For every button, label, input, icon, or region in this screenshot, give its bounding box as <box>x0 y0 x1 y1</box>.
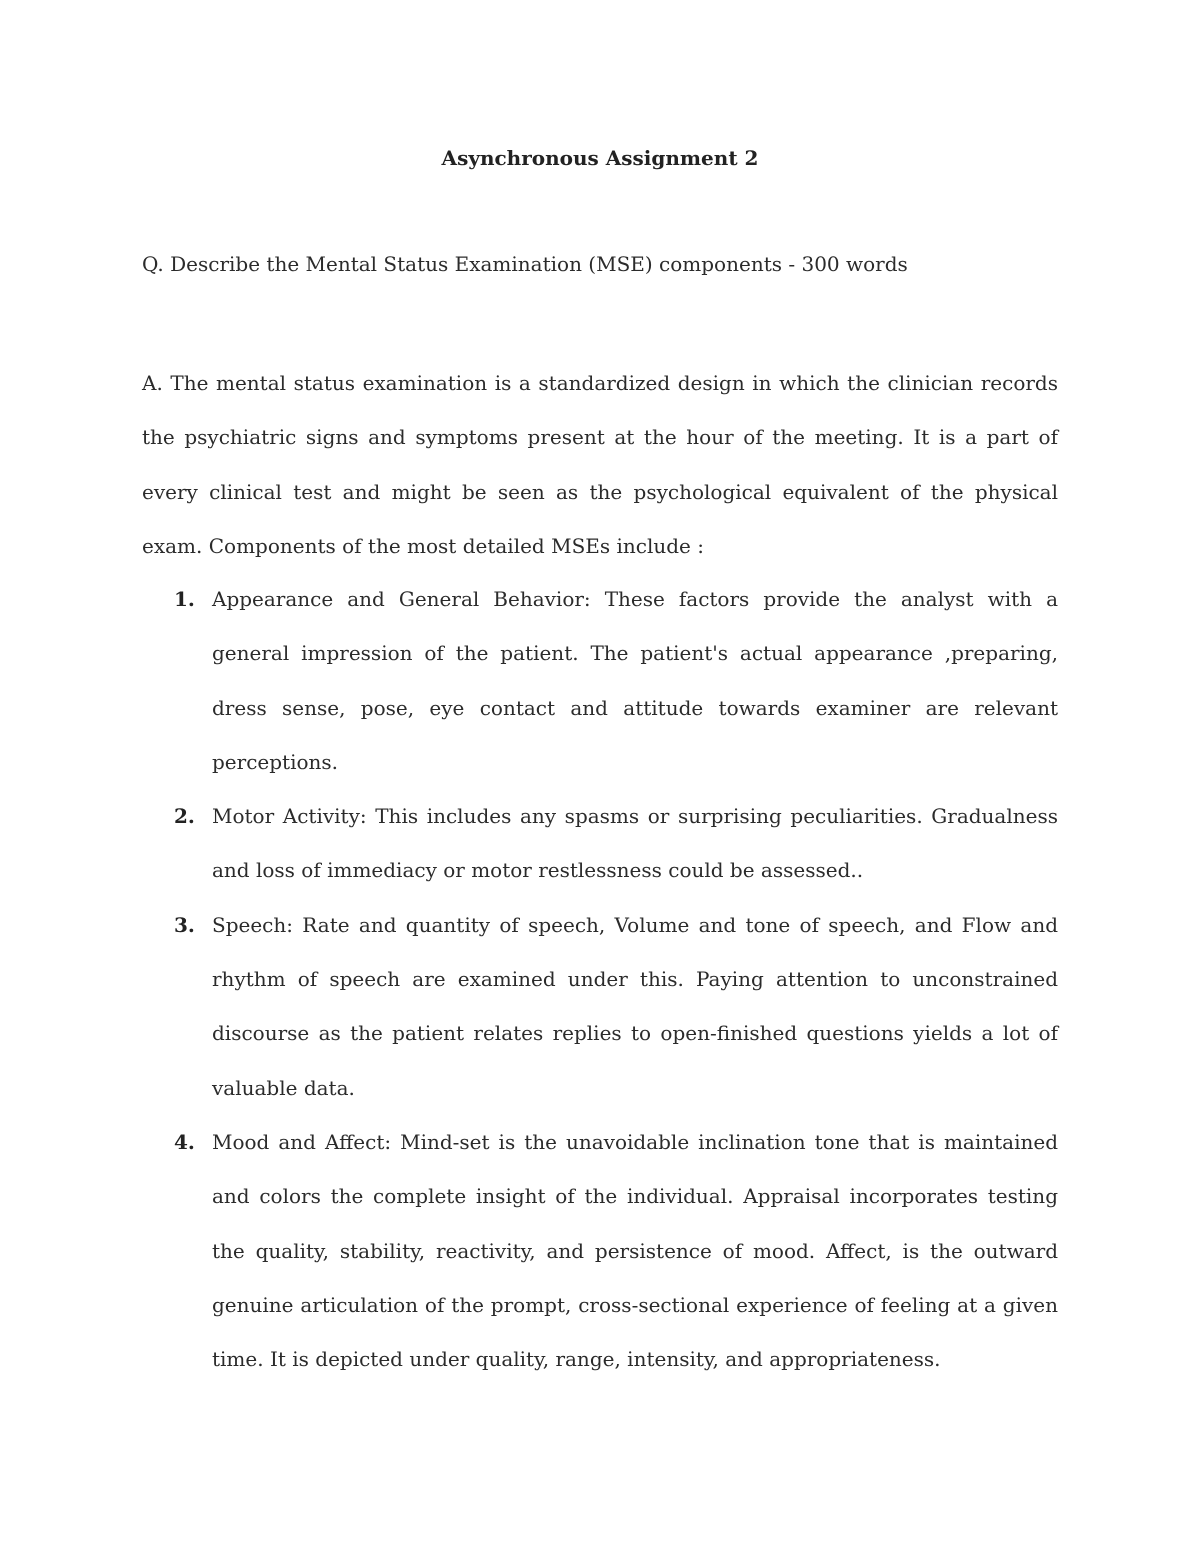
list-item-number: 1. <box>174 587 195 611</box>
question-text: Q. Describe the Mental Status Examination (MSE) components - 300 words <box>142 252 908 276</box>
answer-intro: A. The mental status examination is a standardized design in which the clinician records the psychiatric signs and symptoms present at the hour of the meeting. It is a part of every clinical test and might be seen as the psychological equivalent of the physical exam. Components of the most detailed MSEs include : <box>142 371 1058 558</box>
mse-components-list <box>142 572 1058 1386</box>
list-item-text: Speech: Rate and quantity of speech, Volume and tone of speech, and Flow and rhythm of speech are examined under this. Paying attention to unconstrained discourse as the patient relates replies to open-finished questions yields a lot of valuable data. <box>212 912 1058 1100</box>
list-item-number: 3. <box>174 912 195 937</box>
list-item <box>142 1115 1058 1386</box>
list-item-text: Motor Activity: This includes any spasms or surprising peculiarities. Gradualness and loss of immediacy or motor restlessness could be assessed.. <box>212 804 1058 883</box>
list-item <box>142 898 1058 1115</box>
list-item-number: 4. <box>174 1129 195 1154</box>
list-item-text: Mood and Affect: Mind-set is the unavoidable inclination tone that is maintained and colors the complete insight of the individual. Appraisal incorporates testing the quality, stability, reactivity, and persistence of mood. Affect, is the outward genuine articulation of the prompt, cross-sectional experience of feeling at a given time. It is depicted under quality, range, intensity, and appropriateness. <box>212 1129 1058 1372</box>
list-item-text: Appearance and General Behavior: These factors provide the analyst with a general impression of the patient. The patient's actual appearance ,preparing, dress sense, pose, eye contact and attitude towards examiner are relevant perceptions. <box>212 587 1058 774</box>
list-item <box>142 572 1058 789</box>
list-item <box>142 789 1058 898</box>
page-title: Asynchronous Assignment 2 <box>441 146 759 170</box>
list-item-number: 2. <box>174 804 195 829</box>
